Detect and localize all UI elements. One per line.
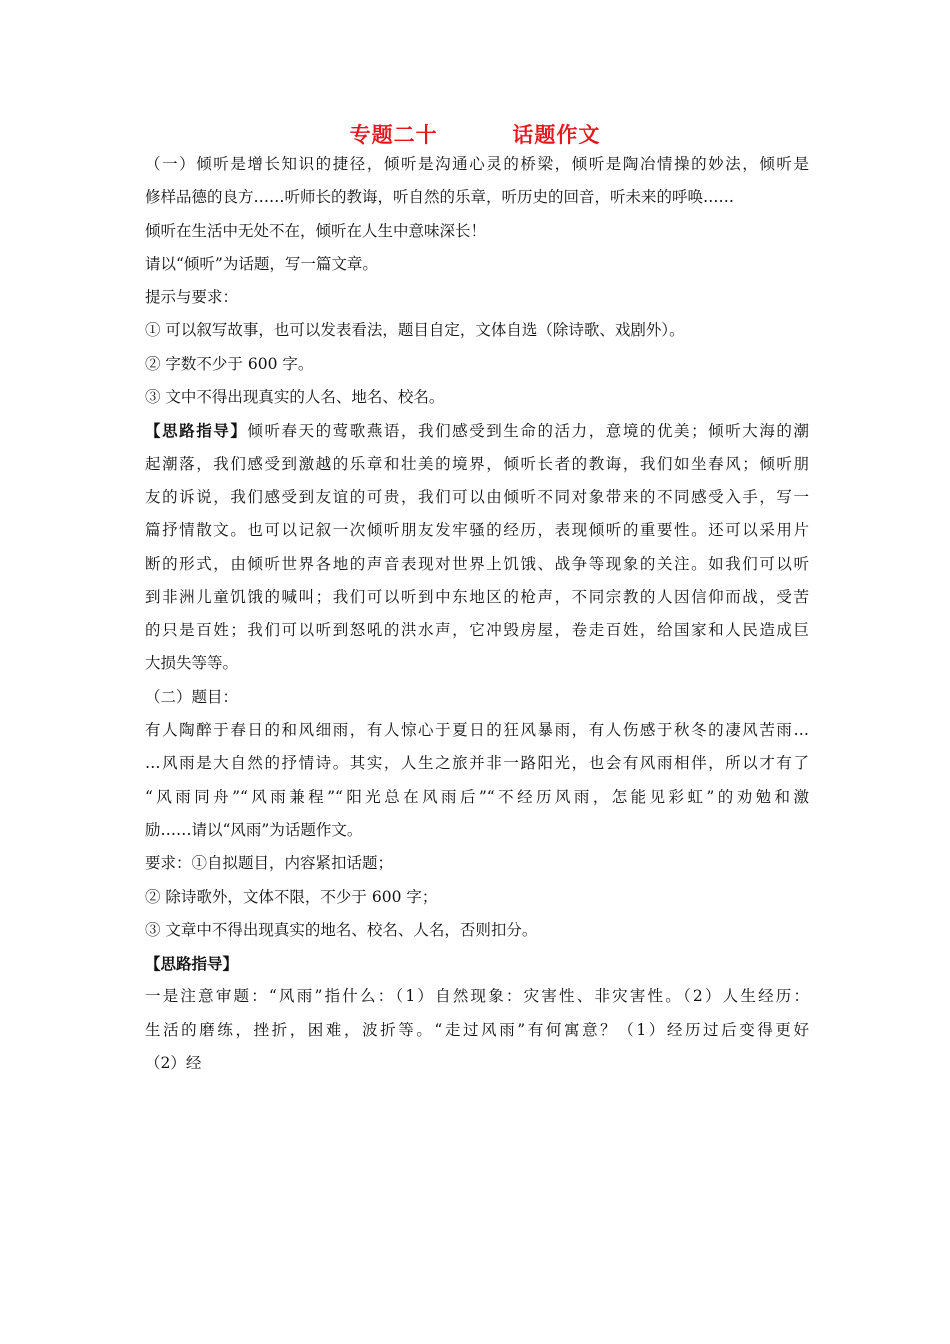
text-line: …风雨是大自然的抒情诗。其实，人生之旅并非一路阳光，也会有风雨相伴，所以才有了: [145, 754, 809, 773]
text-line: （二）题目：: [145, 687, 239, 706]
text-line: ② 除诗歌外，文体不限，不少于 600 字；: [145, 887, 438, 906]
text-line: 提示与要求：: [145, 288, 239, 307]
section-heading: 【思路指导】: [145, 954, 239, 974]
text-line: （2）经: [145, 1054, 202, 1073]
text-line: ③ 文中不得出现真实的人名、地名、校名。: [145, 388, 445, 407]
text-line: 有人陶醉于春日的和风细雨，有人惊心于夏日的狂风暴雨，有人伤感于秋冬的凄风苦雨…: [145, 721, 809, 740]
text-line: 的只是百姓；我们可以听到怒吼的洪水声，它冲毁房屋，卷走百姓，给国家和人民造成巨: [145, 621, 809, 640]
line-text: 倾听春天的莺歌燕语，我们感受到生命的活力，意境的优美；倾听大海的潮: [247, 422, 809, 441]
text-line: [145, 414, 809, 447]
text-line: ② 字数不少于 600 字。: [145, 354, 314, 373]
text-line: 请以“倾听”为话题，写一篇文章。: [145, 254, 378, 273]
text-line: 生活的磨练，挫折，困难，波折等。“走过风雨”有何寓意？（1）经历过后变得更好: [145, 1020, 809, 1039]
text-line: 倾听在生活中无处不在，倾听在人生中意味深长！: [145, 221, 487, 240]
text-line: ① 可以叙写故事，也可以发表看法，题目自定，文体自选（除诗歌、戏剧外）。: [145, 321, 685, 340]
text-line: [145, 947, 809, 980]
section-heading: 【思路指导】: [145, 421, 248, 441]
text-line: 要求：①自拟题目，内容紧扣话题；: [145, 854, 394, 873]
text-line: 到非洲儿童饥饿的喊叫；我们可以听到中东地区的枪声，不同宗教的人因信仰而战，受苦: [145, 587, 809, 606]
text-line: 断的形式，由倾听世界各地的声音表现对世界上饥饿、战争等现象的关注。如我们可以听: [145, 554, 809, 573]
text-line: 起潮落，我们感受到激越的乐章和壮美的境界，倾听长者的教诲，我们如坐春风；倾听朋: [145, 454, 809, 473]
text-line: （一）倾听是增长知识的捷径，倾听是沟通心灵的桥梁，倾听是陶冶情操的妙法，倾听是: [145, 155, 809, 173]
text-line: 篇抒情散文。也可以记叙一次倾听朋友发牢骚的经历，表现倾听的重要性。还可以采用片: [145, 521, 809, 540]
text-line: ③ 文章中不得出现真实的地名、校名、人名，否则扣分。: [145, 920, 538, 939]
text-line: “风雨同舟”“风雨兼程”“阳光总在风雨后”“不经历风雨，怎能见彩虹”的劝勉和激: [145, 787, 809, 806]
document-body: [145, 148, 809, 1080]
document-title: 专题二十 话题作文: [349, 123, 601, 147]
text-line: 友的诉说，我们感受到友谊的可贵，我们可以由倾听不同对象带来的不同感受入手，写一: [145, 487, 809, 506]
text-line: 修样品德的良方……听师长的教诲，听自然的乐章，听历史的回音，听未来的呼唤……: [145, 188, 735, 207]
text-line: 励……请以“风雨”为话题作文。: [145, 820, 363, 839]
text-line: 一是注意审题：“风雨”指什么：（1）自然现象：灾害性、非灾害性。（2）人生经历：: [145, 987, 809, 1006]
text-line: 大损失等等。: [145, 654, 239, 673]
